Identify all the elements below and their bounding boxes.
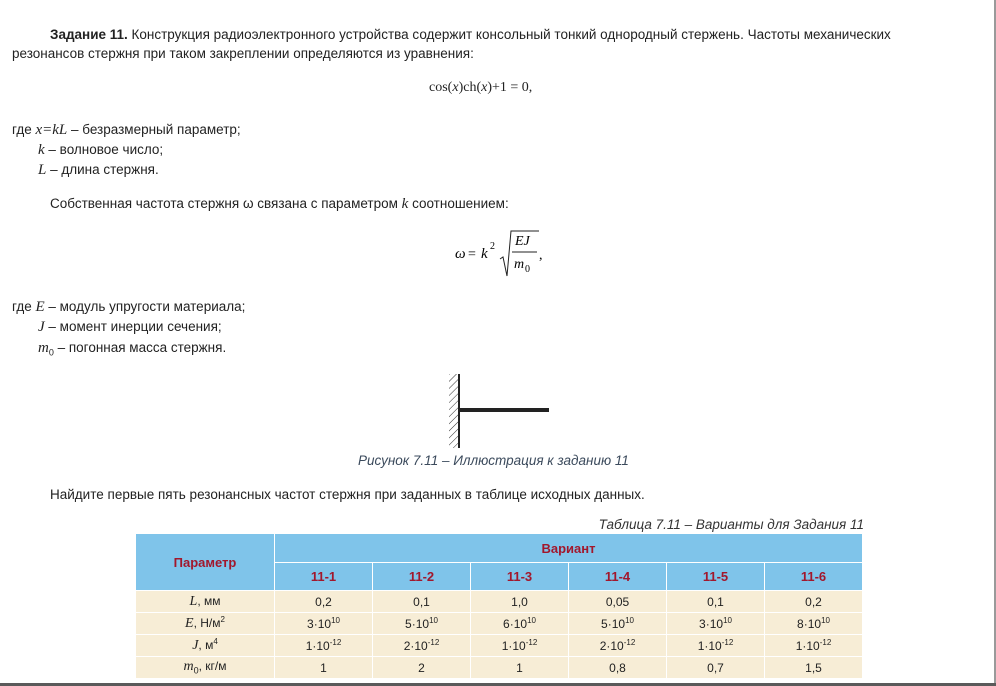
table-body (136, 591, 863, 679)
header-param: Параметр (136, 534, 275, 591)
variant-header-11-4: 11-4 (569, 563, 667, 591)
value-cell (765, 591, 863, 613)
param-cell (136, 635, 275, 657)
value-cell (667, 635, 765, 657)
eq1-x2: x (481, 80, 488, 95)
def-m0 (38, 338, 226, 363)
value-mantissa: 0,2 (805, 594, 822, 609)
value-exponent: 10 (527, 616, 536, 625)
value-cell (765, 613, 863, 635)
eq1-ch: ch (463, 80, 477, 95)
nf-text: Собственная частота стержня ω связана с параметром (50, 196, 402, 211)
header-variant: Вариант (275, 534, 863, 563)
param-symbol-sub: 0 (193, 665, 199, 676)
equation-resonance: cos(x)ch(x)+1 = 0, (429, 80, 533, 95)
value-cell (667, 657, 765, 679)
value-cell (471, 613, 569, 635)
value-cell (373, 613, 471, 635)
def-E-text: – модуль упругости материала; (44, 299, 246, 314)
eq2-omega: ω (455, 246, 466, 262)
value-mantissa: 6·10 (503, 617, 528, 631)
value-mantissa: 3·10 (307, 617, 332, 631)
value-mantissa: 5·10 (601, 617, 626, 631)
value-exponent: -12 (329, 638, 342, 647)
value-mantissa: 1 (320, 660, 327, 675)
eq2-comma: , (539, 248, 543, 263)
value-exponent: 10 (331, 616, 340, 625)
nf-k-symbol: k (401, 196, 409, 212)
equation-natural-frequency (455, 228, 555, 280)
nf-text-end: соотношением: (408, 196, 509, 211)
table-row (136, 657, 863, 679)
variant-header-11-5: 11-5 (667, 563, 765, 591)
param-cell (136, 591, 275, 613)
eq2-denominator: m (514, 257, 525, 272)
figure-caption: Рисунок 7.11 – Иллюстрация к заданию 11 (358, 453, 629, 468)
eq2-k: k (481, 246, 488, 262)
value-exponent: -12 (721, 638, 734, 647)
table-caption: Таблица 7.11 – Варианты для Задания 11 (598, 517, 864, 532)
value-mantissa: 0,1 (413, 594, 430, 609)
param-unit-sup: 2 (220, 615, 225, 624)
variant-header-11-2: 11-2 (373, 563, 471, 591)
eq2-denominator-sub: 0 (525, 264, 530, 275)
param-cell (136, 613, 275, 635)
task-intro-line1 (50, 25, 891, 44)
param-unit: , мм (197, 593, 221, 608)
wall-hatching (449, 374, 459, 448)
value-cell (765, 657, 863, 679)
variant-header-11-3: 11-3 (471, 563, 569, 591)
param-symbol: J (192, 638, 199, 653)
task-intro-line2: резонансов стержня при таком закреплении определяются из уравнения: (12, 46, 474, 61)
value-cell (569, 613, 667, 635)
param-unit: , кг/м (198, 659, 227, 674)
def-x (12, 120, 241, 140)
value-cell (471, 657, 569, 679)
value-mantissa: 1 (516, 660, 523, 675)
value-mantissa: 0,2 (315, 594, 332, 609)
eq2-numerator: EJ (515, 234, 530, 249)
value-cell (667, 591, 765, 613)
eq1-x1: x (452, 80, 459, 95)
value-cell (667, 613, 765, 635)
value-mantissa: 1·10 (697, 639, 722, 653)
table-row (136, 591, 863, 613)
value-mantissa: 5·10 (405, 617, 430, 631)
table-row (136, 635, 863, 657)
def-k-symbol: k (38, 142, 45, 158)
value-cell (275, 613, 373, 635)
value-exponent: 10 (821, 616, 830, 625)
param-symbol: m (183, 659, 194, 675)
def2-prefix: где (12, 299, 36, 314)
value-exponent: -12 (819, 638, 832, 647)
param-symbol: L (189, 593, 198, 609)
value-mantissa: 2 (418, 660, 425, 675)
def-J-symbol: J (38, 319, 45, 335)
def-x-symbol: x=kL (35, 122, 68, 138)
value-exponent: 10 (625, 616, 634, 625)
eq1-cos: cos (429, 80, 448, 95)
def-L-symbol: L (38, 162, 47, 178)
param-unit-sup: 4 (213, 637, 218, 646)
value-mantissa: 0,7 (707, 660, 724, 675)
value-mantissa: 2·10 (599, 639, 624, 653)
variant-header-11-6: 11-6 (765, 563, 863, 591)
variant-header-11-1: 11-1 (275, 563, 373, 591)
def-x-text: – безразмерный параметр; (67, 122, 241, 137)
param-unit: , Н/м (193, 616, 221, 630)
natural-frequency-text (50, 194, 509, 214)
value-cell (373, 657, 471, 679)
def-k-text: – волновое число; (44, 142, 164, 157)
value-exponent: -12 (525, 638, 538, 647)
value-exponent: 10 (429, 616, 438, 625)
def-m-text: – погонная масса стержня. (53, 340, 227, 355)
value-mantissa: 2·10 (403, 639, 428, 653)
table-row (136, 613, 863, 635)
value-mantissa: 1·10 (501, 639, 526, 653)
value-mantissa: 1·10 (795, 639, 820, 653)
eq2-equals: = (468, 247, 476, 262)
value-cell (471, 591, 569, 613)
value-cell (765, 635, 863, 657)
param-cell (136, 657, 275, 679)
value-mantissa: 1,5 (805, 660, 822, 675)
cantilever-figure (444, 372, 554, 452)
value-cell (569, 657, 667, 679)
value-mantissa: 0,1 (707, 594, 724, 609)
value-cell (471, 635, 569, 657)
def-L (38, 160, 159, 180)
value-mantissa: 0,8 (609, 660, 626, 675)
value-cell (275, 657, 373, 679)
value-exponent: 10 (723, 616, 732, 625)
eq2-power: 2 (490, 241, 495, 252)
value-mantissa: 1·10 (305, 639, 330, 653)
value-mantissa: 0,05 (605, 594, 630, 609)
param-unit: , м (198, 638, 214, 652)
task-intro-text: Конструкция радиоэлектронного устройства содержит консольный тонкий однородный стержень. Частоты механических (127, 27, 891, 42)
def-k (38, 140, 163, 160)
def-J (38, 317, 222, 337)
value-mantissa: 8·10 (797, 617, 822, 631)
value-exponent: -12 (427, 638, 440, 647)
def-E (12, 297, 245, 317)
value-exponent: -12 (623, 638, 636, 647)
value-cell (373, 591, 471, 613)
def-prefix: где (12, 122, 36, 137)
task-title: Задание 11. (50, 27, 128, 42)
variants-table (135, 533, 863, 679)
value-mantissa: 1,0 (511, 594, 528, 609)
value-cell (569, 635, 667, 657)
def-J-text: – момент инерции сечения; (44, 319, 222, 334)
value-cell (275, 591, 373, 613)
def-E-symbol: E (35, 299, 45, 315)
value-cell (373, 635, 471, 657)
value-cell (569, 591, 667, 613)
question-text: Найдите первые пять резонансных частот стержня при заданных в таблице исходных данных. (50, 487, 645, 502)
def-L-text: – длина стержня. (46, 162, 159, 177)
eq1-rest: +1 = 0, (492, 80, 533, 95)
param-symbol: E (185, 616, 194, 631)
def-m-symbol: m (38, 340, 49, 356)
value-mantissa: 3·10 (699, 617, 724, 631)
def-m-sub: 0 (48, 347, 54, 358)
value-cell (275, 635, 373, 657)
